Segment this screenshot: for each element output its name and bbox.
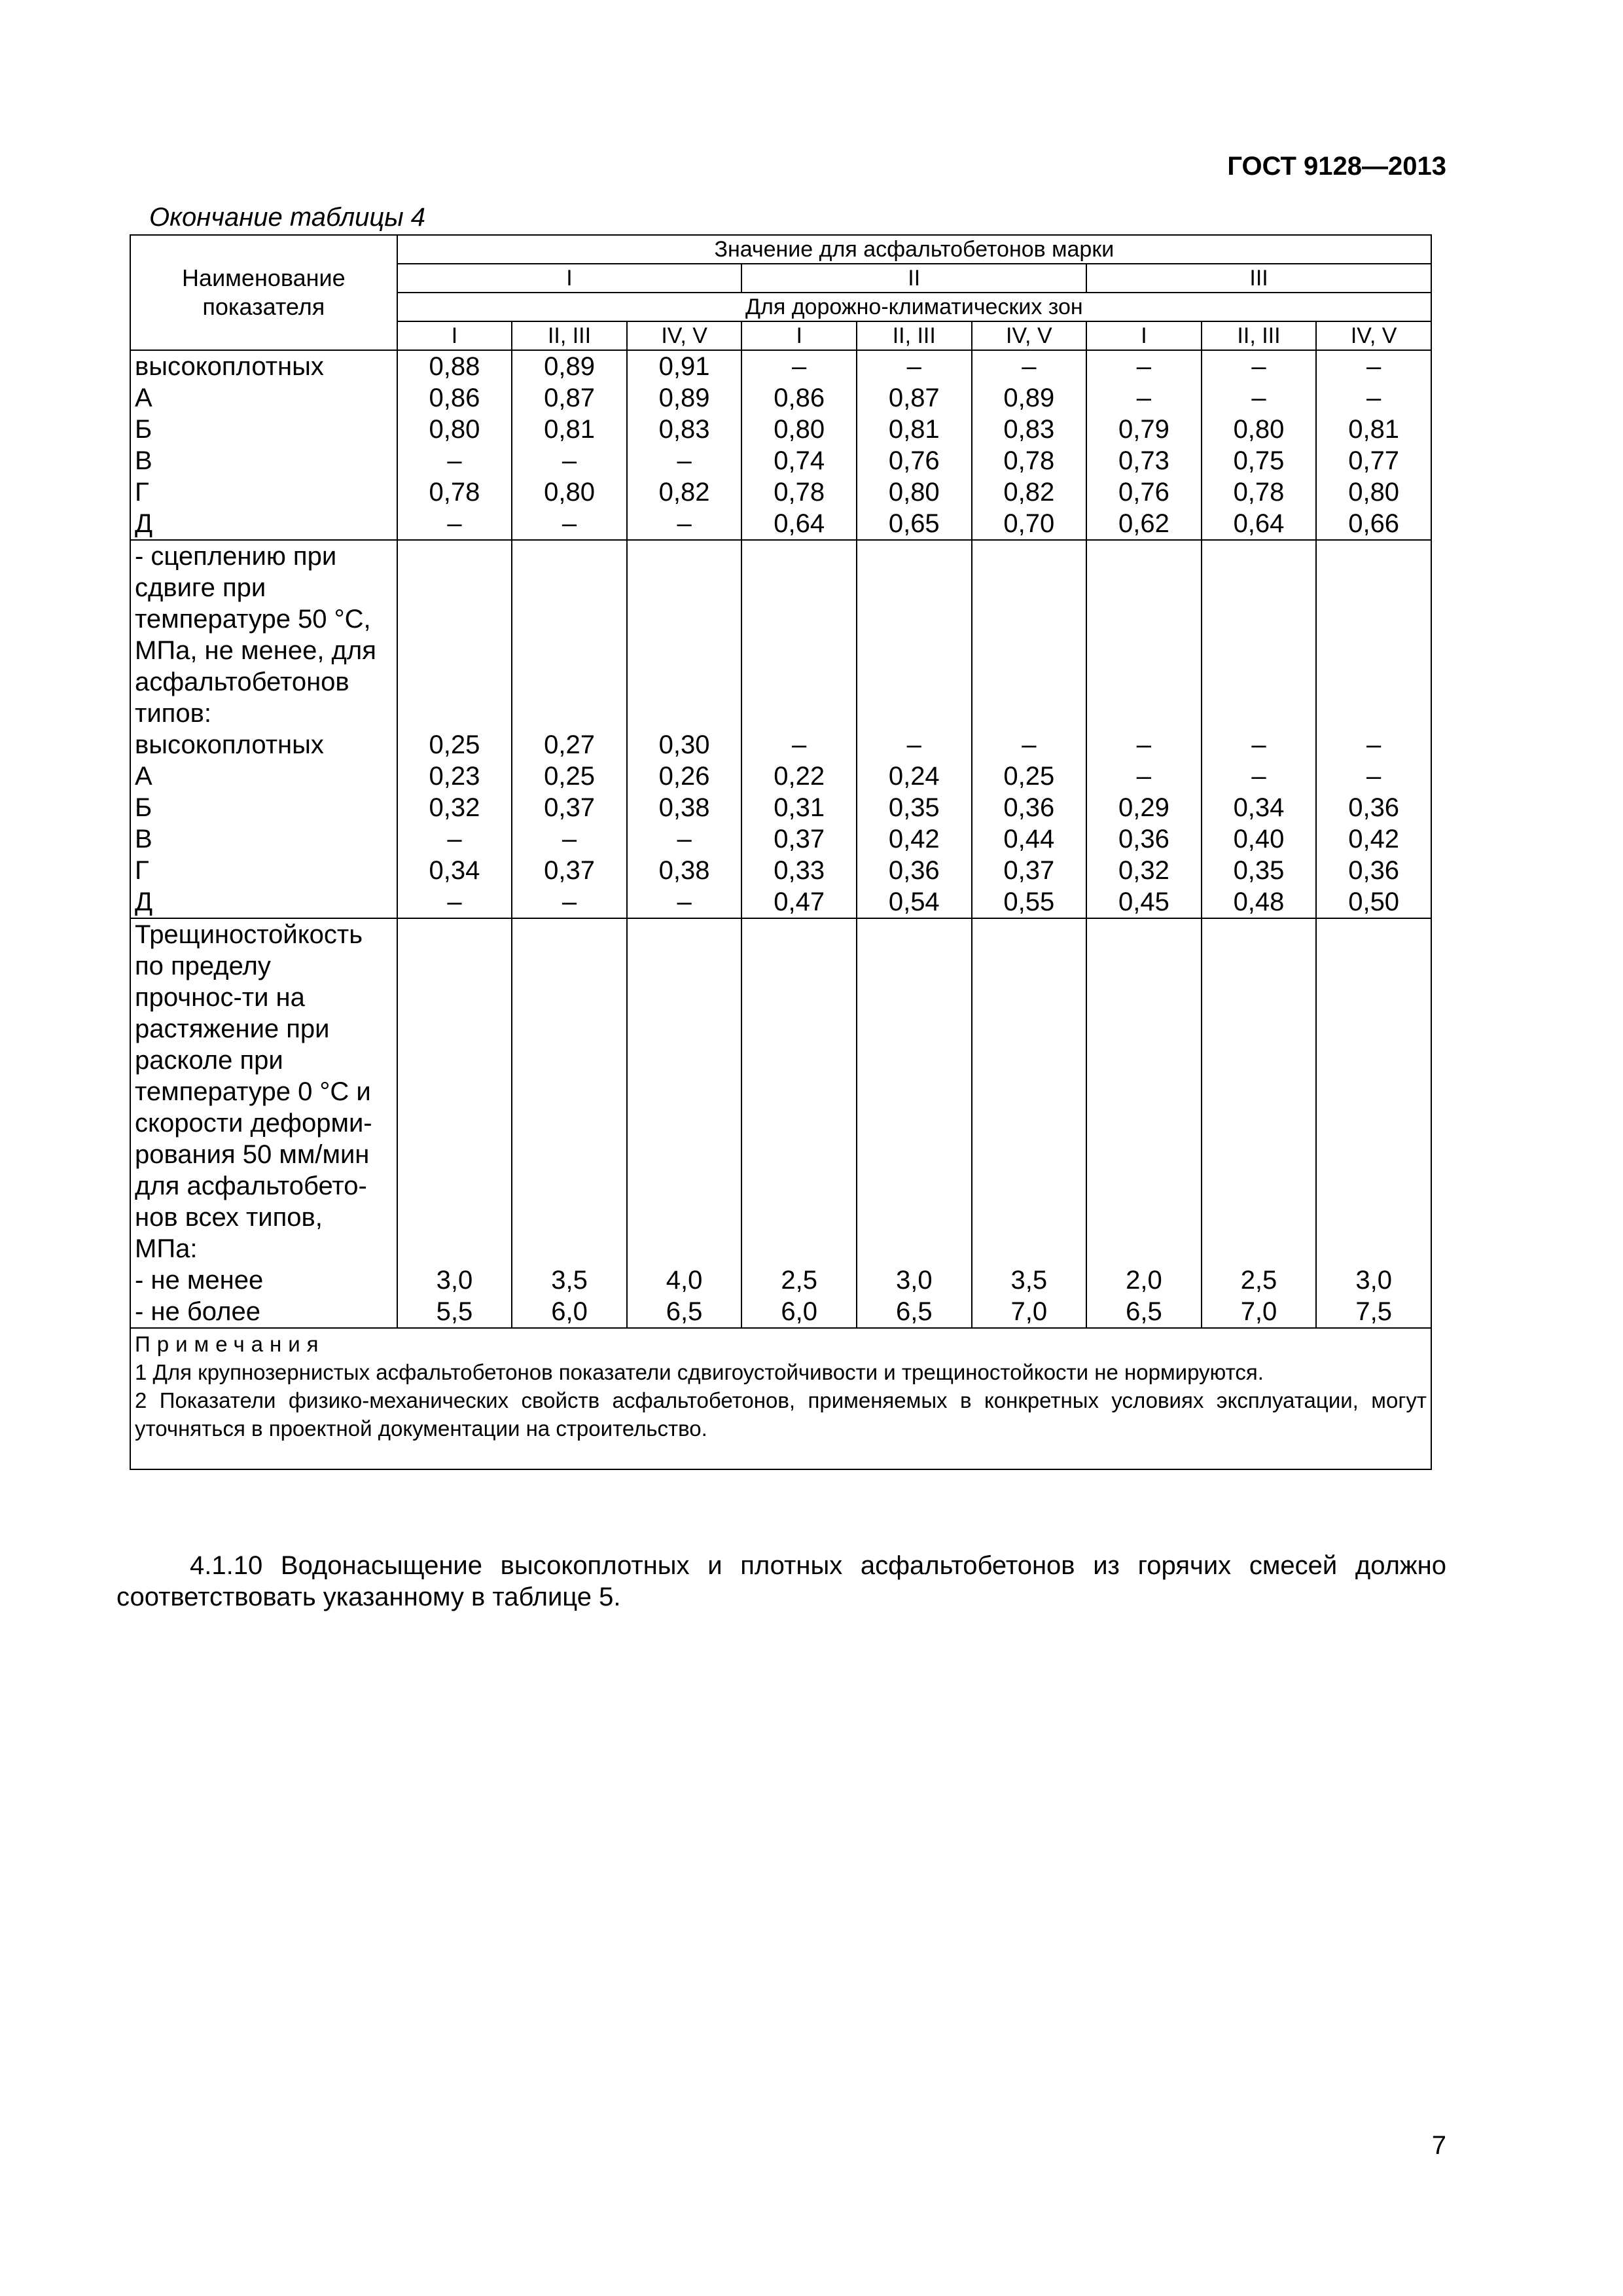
- indicator-name-line: - не более: [135, 1297, 260, 1326]
- value-line: 7,0: [1010, 1297, 1048, 1326]
- indicator-name-line: Г: [135, 856, 149, 885]
- value-line: 0,44: [1003, 825, 1055, 853]
- indicator-name-line: высокоплотных: [135, 730, 324, 759]
- value-line: 0,91: [658, 352, 710, 381]
- value-line: 0,30: [658, 730, 710, 759]
- value-line: –: [906, 352, 921, 381]
- value-line: –: [906, 730, 921, 759]
- value-line: 0,37: [544, 793, 595, 822]
- value-line: 0,42: [1348, 825, 1400, 853]
- header-zone: I: [397, 321, 512, 350]
- value-line: 0,76: [1118, 478, 1169, 507]
- value-line: 0,80: [544, 478, 595, 507]
- table-section-row: [130, 350, 1431, 540]
- value-line: 0,22: [774, 762, 825, 791]
- value-line: 0,70: [1003, 509, 1055, 538]
- value-line: –: [792, 730, 807, 759]
- header-zone: I: [1086, 321, 1202, 350]
- value-cell: [397, 350, 512, 540]
- indicator-name-line: рования 50 мм/мин: [135, 1140, 370, 1169]
- value-line: 0,38: [658, 856, 710, 885]
- notes-row: [130, 1328, 1431, 1469]
- value-line: 0,78: [1003, 446, 1055, 475]
- value-line: 0,29: [1118, 793, 1169, 822]
- note-1: 1 Для крупнозернистых асфальтобетонов показатели сдвигоустойчивости и трещиностойкости не нормируются.: [135, 1360, 1264, 1384]
- value-cell: [741, 350, 857, 540]
- indicator-name-cell: [130, 540, 397, 918]
- indicator-name-line: Д: [135, 509, 153, 538]
- value-line: 0,81: [544, 415, 595, 444]
- indicator-name-line: - сцеплению при: [135, 542, 337, 571]
- value-line: 0,34: [429, 856, 480, 885]
- value-line: 0,36: [1118, 825, 1169, 853]
- indicator-name-line: Б: [135, 415, 152, 444]
- value-line: 0,76: [888, 446, 940, 475]
- value-cell: [627, 540, 742, 918]
- value-line: 6,0: [551, 1297, 588, 1326]
- value-line: 0,34: [1233, 793, 1285, 822]
- value-cell: [972, 918, 1087, 1328]
- value-line: 0,81: [1348, 415, 1400, 444]
- notes-cell: [130, 1328, 1431, 1469]
- value-line: 0,73: [1118, 446, 1169, 475]
- indicator-name-cell: [130, 350, 397, 540]
- value-cell: [1316, 918, 1431, 1328]
- value-cell: [972, 540, 1087, 918]
- value-line: 0,66: [1348, 509, 1400, 538]
- value-line: 2,0: [1126, 1266, 1162, 1295]
- value-line: 7,5: [1355, 1297, 1392, 1326]
- value-line: 6,5: [895, 1297, 933, 1326]
- value-line: 0,24: [888, 762, 940, 791]
- value-line: –: [1366, 352, 1382, 381]
- value-line: 5,5: [436, 1297, 473, 1326]
- value-line: 0,80: [888, 478, 940, 507]
- value-line: 6,0: [781, 1297, 817, 1326]
- value-line: 6,5: [1126, 1297, 1162, 1326]
- value-line: 0,48: [1233, 888, 1285, 916]
- indicator-name-line: В: [135, 446, 152, 475]
- indicator-name-line: прочнос-ти на: [135, 983, 305, 1012]
- indicator-name-line: Г: [135, 478, 149, 507]
- document-code: ГОСТ 9128—2013: [1227, 152, 1446, 181]
- value-line: 0,32: [1118, 856, 1169, 885]
- body-paragraph: 4.1.10 Водонасыщение высокоплотных и плотных асфальтобетонов из горячих смесей должно соответствовать указанному в таблице 5.: [116, 1551, 1446, 1611]
- value-line: 0,62: [1118, 509, 1169, 538]
- value-line: 0,87: [544, 384, 595, 412]
- value-line: 0,26: [658, 762, 710, 791]
- value-line: –: [1251, 730, 1266, 759]
- value-line: 0,32: [429, 793, 480, 822]
- value-cell: [1202, 350, 1317, 540]
- indicator-name-line: сдвиге при: [135, 573, 266, 602]
- header-mark-1: I: [397, 264, 742, 293]
- indicator-name-line: Трещиностойкость: [135, 920, 363, 949]
- note-2: 2 Показатели физико-механических свойств асфальтобетонов, применяемых в конкретных условиях эксплуатации, могут уточняться в проектной документации на строительство.: [135, 1388, 1427, 1441]
- value-line: 0,86: [429, 384, 480, 412]
- value-line: –: [1251, 352, 1266, 381]
- value-line: –: [677, 825, 692, 853]
- value-cell: [741, 540, 857, 918]
- value-line: 0,25: [429, 730, 480, 759]
- value-line: –: [1136, 352, 1152, 381]
- value-cell: [627, 350, 742, 540]
- indicator-name-line: для асфальтобето-: [135, 1172, 367, 1200]
- value-line: 3,5: [551, 1266, 588, 1295]
- value-line: –: [1136, 384, 1152, 412]
- value-line: 0,75: [1233, 446, 1285, 475]
- header-zone: II, III: [1202, 321, 1317, 350]
- value-cell: [857, 918, 972, 1328]
- value-line: 0,25: [1003, 762, 1055, 791]
- value-cell: [1086, 350, 1202, 540]
- indicator-name-line: Б: [135, 793, 152, 822]
- value-cell: [1086, 918, 1202, 1328]
- value-line: –: [562, 509, 577, 538]
- indicator-name-line: Д: [135, 888, 153, 916]
- value-line: –: [562, 825, 577, 853]
- value-line: 0,55: [1003, 888, 1055, 916]
- value-line: –: [447, 825, 462, 853]
- value-line: 0,64: [774, 509, 825, 538]
- value-cell: [1202, 540, 1317, 918]
- value-cell: [512, 350, 627, 540]
- value-cell: [512, 918, 627, 1328]
- table-section-row: [130, 918, 1431, 1328]
- value-line: –: [1366, 762, 1382, 791]
- indicator-name-line: расколе при: [135, 1046, 283, 1075]
- value-line: 0,87: [888, 384, 940, 412]
- properties-table: [130, 234, 1432, 1470]
- value-line: 0,80: [1348, 478, 1400, 507]
- value-line: –: [1022, 352, 1037, 381]
- value-line: –: [1136, 730, 1152, 759]
- indicator-name-line: А: [135, 762, 152, 791]
- value-cell: [1086, 540, 1202, 918]
- header-zone: IV, V: [972, 321, 1087, 350]
- value-line: 3,5: [1010, 1266, 1048, 1295]
- indicator-name-cell: [130, 918, 397, 1328]
- header-zone: I: [741, 321, 857, 350]
- value-line: 0,83: [1003, 415, 1055, 444]
- value-line: –: [677, 446, 692, 475]
- value-line: –: [1251, 384, 1266, 412]
- value-line: 0,42: [888, 825, 940, 853]
- value-cell: [1316, 350, 1431, 540]
- value-line: 0,40: [1233, 825, 1285, 853]
- value-line: 0,78: [429, 478, 480, 507]
- value-line: 0,74: [774, 446, 825, 475]
- value-line: –: [447, 509, 462, 538]
- value-line: 0,23: [429, 762, 480, 791]
- indicator-name-line: В: [135, 825, 152, 853]
- indicator-name-line: А: [135, 384, 152, 412]
- value-line: 0,36: [888, 856, 940, 885]
- value-line: –: [1366, 384, 1382, 412]
- value-line: 0,83: [658, 415, 710, 444]
- indicator-name-line: асфальтобетонов: [135, 668, 349, 696]
- value-line: 0,35: [888, 793, 940, 822]
- value-line: 0,33: [774, 856, 825, 885]
- header-mark-2: II: [741, 264, 1086, 293]
- value-cell: [857, 350, 972, 540]
- value-line: –: [447, 446, 462, 475]
- value-line: 0,54: [888, 888, 940, 916]
- value-line: 3,0: [436, 1266, 473, 1295]
- value-line: –: [1022, 730, 1037, 759]
- value-cell: [741, 918, 857, 1328]
- value-line: 0,89: [658, 384, 710, 412]
- indicator-name-line: температуре 50 °С,: [135, 605, 371, 634]
- indicator-name-line: по пределу: [135, 952, 271, 980]
- header-zone: IV, V: [1316, 321, 1431, 350]
- value-line: 0,79: [1118, 415, 1169, 444]
- value-line: 0,36: [1348, 793, 1400, 822]
- value-line: 0,78: [774, 478, 825, 507]
- value-line: 2,5: [1240, 1266, 1277, 1295]
- value-line: 0,89: [1003, 384, 1055, 412]
- value-line: –: [562, 888, 577, 916]
- value-line: –: [1251, 762, 1266, 791]
- value-line: 0,80: [1233, 415, 1285, 444]
- value-line: 3,0: [1355, 1266, 1392, 1295]
- value-line: 0,36: [1003, 793, 1055, 822]
- value-line: 0,45: [1118, 888, 1169, 916]
- value-line: 0,37: [544, 856, 595, 885]
- value-line: 6,5: [666, 1297, 703, 1326]
- notes-title: Примечания: [135, 1332, 325, 1356]
- value-cell: [512, 540, 627, 918]
- indicator-name-line: высокоплотных: [135, 352, 324, 381]
- page-number: 7: [1431, 2131, 1446, 2160]
- header-mark-3: III: [1086, 264, 1431, 293]
- value-line: –: [562, 446, 577, 475]
- indicator-name-line: МПа:: [135, 1234, 198, 1263]
- value-line: 0,64: [1233, 509, 1285, 538]
- value-line: –: [792, 352, 807, 381]
- value-line: 0,77: [1348, 446, 1400, 475]
- value-cell: [397, 540, 512, 918]
- indicator-name-line: нов всех типов,: [135, 1203, 323, 1232]
- value-line: –: [677, 888, 692, 916]
- table-section-row: [130, 540, 1431, 918]
- value-line: 0,89: [544, 352, 595, 381]
- value-line: 3,0: [895, 1266, 933, 1295]
- header-name-column: Наименование показателя: [130, 235, 397, 350]
- value-line: 0,81: [888, 415, 940, 444]
- table-head: [130, 235, 1431, 350]
- value-line: 0,38: [658, 793, 710, 822]
- value-line: 0,82: [658, 478, 710, 507]
- indicator-name-line: скорости деформи-: [135, 1109, 372, 1138]
- value-cell: [1202, 918, 1317, 1328]
- header-zones-label: Для дорожно-климатических зон: [397, 293, 1431, 321]
- value-cell: [1316, 540, 1431, 918]
- value-line: –: [447, 888, 462, 916]
- indicator-name-line: - не менее: [135, 1266, 264, 1295]
- table-caption: Окончание таблицы 4: [149, 203, 426, 232]
- indicator-name-line: типов:: [135, 699, 211, 728]
- value-line: 0,31: [774, 793, 825, 822]
- value-line: 7,0: [1240, 1297, 1277, 1326]
- value-line: 0,37: [774, 825, 825, 853]
- value-line: 0,47: [774, 888, 825, 916]
- value-cell: [972, 350, 1087, 540]
- value-line: 0,80: [774, 415, 825, 444]
- value-line: 0,78: [1233, 478, 1285, 507]
- indicator-name-line: растяжение при: [135, 1014, 330, 1043]
- header-zone: IV, V: [627, 321, 742, 350]
- header-value-group: Значение для асфальтобетонов марки: [397, 235, 1431, 264]
- indicator-name-line: МПа, не менее, для: [135, 636, 376, 665]
- value-cell: [857, 540, 972, 918]
- table-body: [130, 350, 1431, 1469]
- value-line: 0,50: [1348, 888, 1400, 916]
- value-line: 0,82: [1003, 478, 1055, 507]
- value-line: 0,80: [429, 415, 480, 444]
- value-line: 4,0: [666, 1266, 703, 1295]
- value-line: 0,37: [1003, 856, 1055, 885]
- value-cell: [397, 918, 512, 1328]
- value-line: 0,65: [888, 509, 940, 538]
- value-line: –: [1366, 730, 1382, 759]
- value-line: 0,86: [774, 384, 825, 412]
- header-zone: II, III: [857, 321, 972, 350]
- value-line: –: [1136, 762, 1152, 791]
- value-line: 0,27: [544, 730, 595, 759]
- value-line: 0,35: [1233, 856, 1285, 885]
- indicator-name-line: температуре 0 °С и: [135, 1077, 371, 1106]
- value-line: 0,88: [429, 352, 480, 381]
- value-line: 0,36: [1348, 856, 1400, 885]
- value-line: –: [677, 509, 692, 538]
- header-zone: II, III: [512, 321, 627, 350]
- value-line: 0,25: [544, 762, 595, 791]
- value-cell: [627, 918, 742, 1328]
- value-line: 2,5: [781, 1266, 817, 1295]
